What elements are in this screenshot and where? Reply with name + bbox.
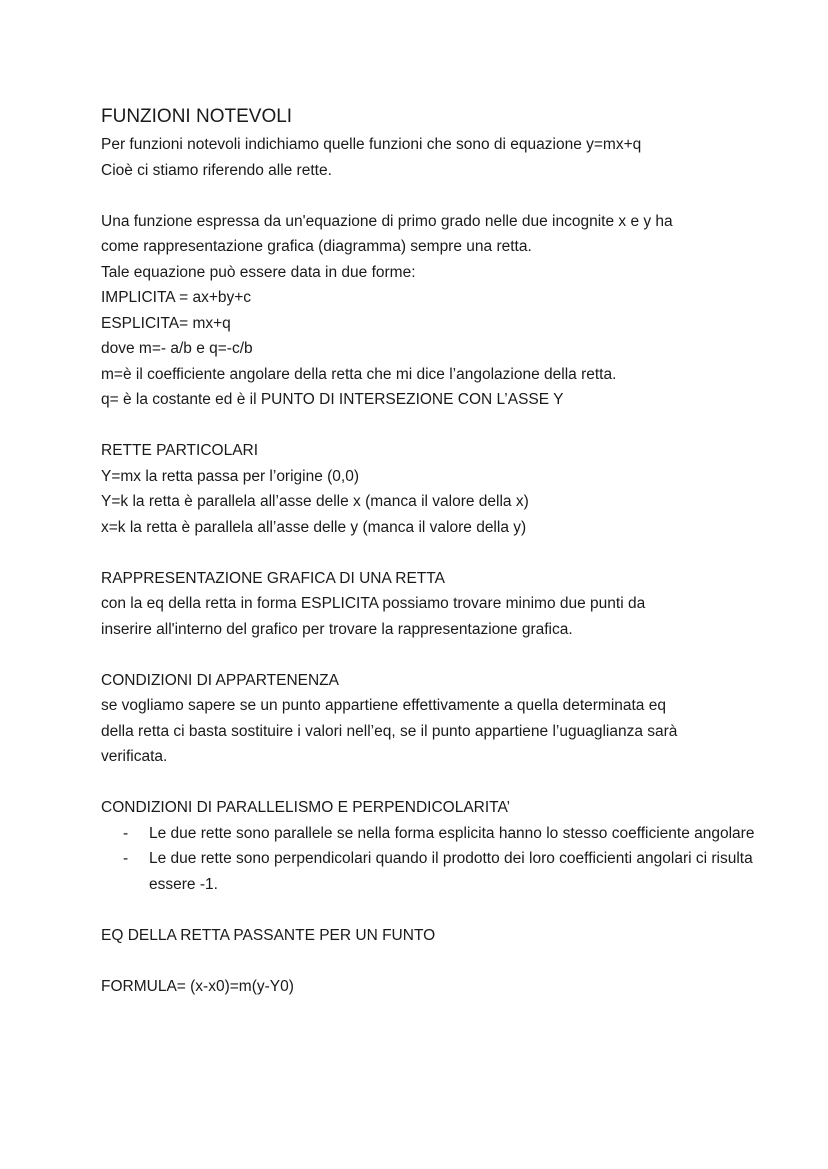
spacer [101,770,781,796]
formula: FORMULA= (x-x0)=m(y-Y0) [101,977,294,995]
bullet-list [101,821,781,898]
section-heading-eq-retta: EQ DELLA RETTA PASSANTE PER UN FUNTO [101,926,436,944]
paragraph-line: con la eq della retta in forma ESPLICITA possiamo trovare minimo due punti da [101,595,646,612]
intercept-definition: q= è la costante ed è il PUNTO DI INTERSEZIONE CON L’ASSE Y [101,391,564,408]
spacer [101,183,781,209]
equation-line: come rappresentazione grafica (diagramma) sempre una retta. [101,238,532,255]
page-title: FUNZIONI NOTEVOLI [101,106,293,127]
implicit-form: IMPLICITA = ax+by+c [101,289,252,306]
list-item-text: Le due rette sono perpendicolari quando il prodotto dei loro coefficienti angolari ci risulta essere -1. [149,850,753,893]
special-line: x=k la retta è parallela all’asse delle y (manca il valore della y) [101,518,527,536]
paragraph-line: inserire all'interno del grafico per trovare la rappresentazione grafica. [101,620,573,638]
section-heading-rette-particolari: RETTE PARTICOLARI [101,442,259,459]
intro-line: Cioè ci stiamo riferendo alle rette. [101,161,332,179]
spacer [101,897,781,923]
paragraph-line: verificata. [101,748,168,765]
paragraph-line: se vogliamo sapere se un punto appartiene effettivamente a quella determinata eq [101,697,666,714]
paragraph-line: della retta ci basta sostituire i valori nell’eq, se il punto appartiene l’uguaglianza sarà [101,722,678,740]
spacer [101,948,781,974]
section-heading-appartenenza: CONDIZIONI DI APPARTENENZA [101,671,339,689]
document-page [101,104,781,999]
equation-line: Una funzione espressa da un'equazione di primo grado nelle due incognite x e y ha [101,212,673,230]
spacer [101,413,781,439]
section-heading-parallelismo: CONDIZIONI DI PARALLELISMO E PERPENDICOLARITA’ [101,799,511,816]
list-item [101,846,781,897]
special-line: Y=k la retta è parallela all’asse delle x (manca il valore della x) [101,493,529,510]
equation-line: Tale equazione può essere data in due forme: [101,263,416,281]
spacer [101,540,781,566]
list-item-text: Le due rette sono parallele se nella forma esplicita hanno lo stesso coefficiente angolare [149,824,755,842]
spacer [101,642,781,668]
list-item [101,821,781,847]
bullet-dash: - [123,824,129,842]
section-heading-rappresentazione: RAPPRESENTAZIONE GRAFICA DI UNA RETTA [101,569,445,587]
slope-definition: m=è il coefficiente angolare della retta che mi dice l’angolazione della retta. [101,365,617,383]
bullet-dash: - [123,850,129,867]
special-line: Y=mx la retta passa per l’origine (0,0) [101,467,360,485]
explicit-form: ESPLICITA= mx+q [101,314,231,332]
coefficients-definition: dove m=- a/b e q=-c/b [101,340,253,357]
intro-line: Per funzioni notevoli indichiamo quelle funzioni che sono di equazione y=mx+q [101,136,642,153]
